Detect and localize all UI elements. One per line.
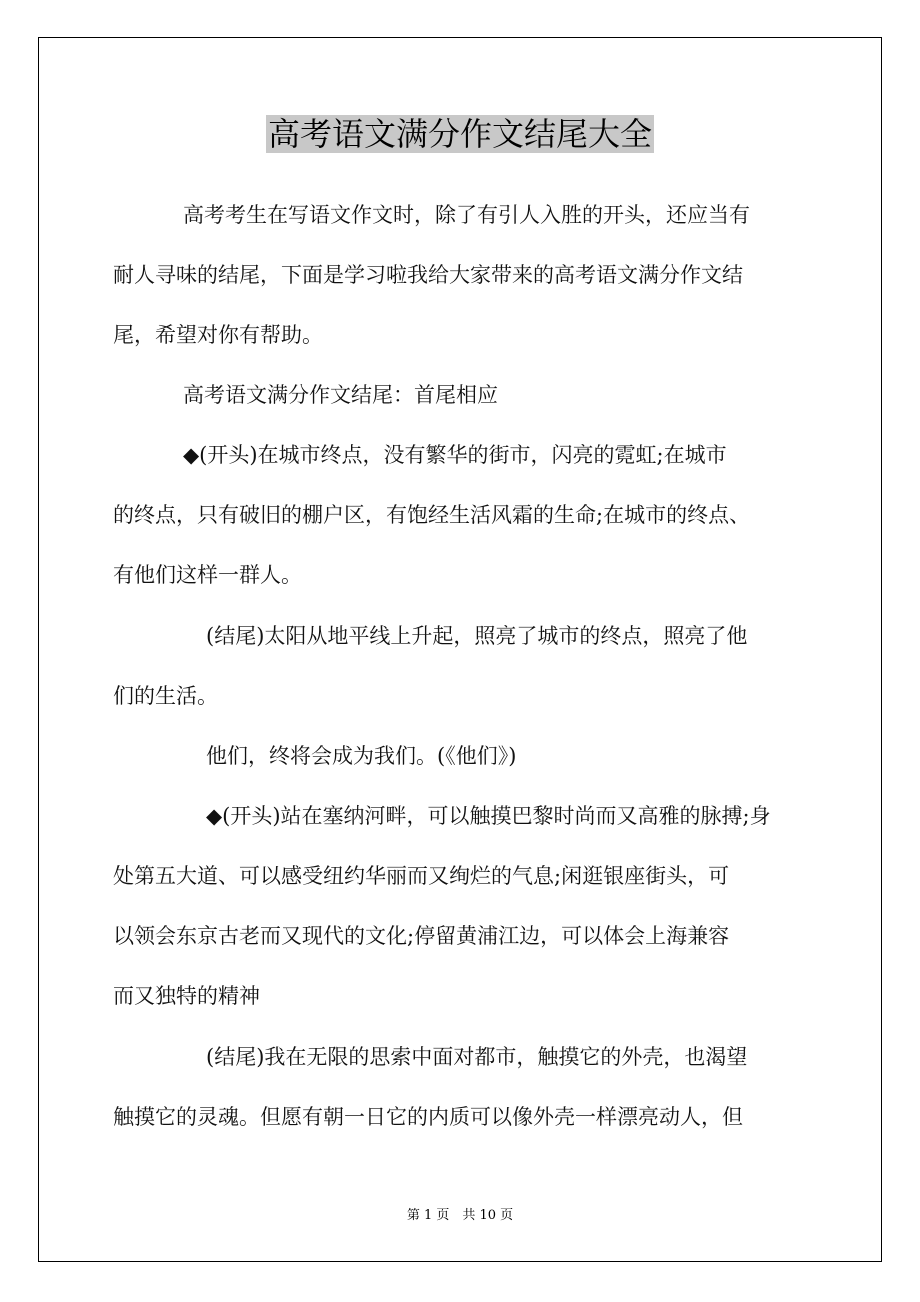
paragraph-line: 们的生活。	[113, 684, 218, 708]
paragraph-line: 尾，希望对你有帮助。	[113, 323, 323, 347]
paragraph-line: 处第五大道、可以感受纽约华丽而又绚烂的气息;闲逛银座街头，可	[113, 864, 730, 888]
paragraph-line: ◆(开头)在城市终点，没有繁华的街市，闪亮的霓虹;在城市	[183, 443, 727, 467]
paragraph-line: ◆(开头)站在塞纳河畔，可以触摸巴黎时尚而又高雅的脉搏;身	[206, 804, 771, 828]
paragraph-line: 而又独特的精神	[113, 984, 260, 1008]
paragraph-line: 有他们这样一群人。	[113, 563, 302, 587]
paragraph-line: 以领会东京古老而又现代的文化;停留黄浦江边，可以体会上海兼容	[113, 924, 730, 948]
paragraph-line: 触摸它的灵魂。但愿有朝一日它的内质可以像外壳一样漂亮动人，但	[113, 1105, 743, 1129]
paragraph-line: (结尾)我在无限的思索中面对都市，触摸它的外壳，也渴望	[206, 1045, 748, 1069]
section-heading: 高考语文满分作文结尾：首尾相应	[183, 383, 498, 407]
paragraph-line: 他们，终将会成为我们。(《他们》)	[206, 744, 517, 768]
paragraph-line: 高考考生在写语文作文时，除了有引人入胜的开头，还应当有	[183, 203, 750, 227]
paragraph-line: 的终点，只有破旧的棚户区，有饱经生活风霜的生命;在城市的终点、	[113, 503, 751, 527]
paragraph-line: (结尾)太阳从地平线上升起，照亮了城市的终点，照亮了他	[206, 624, 748, 648]
document-title: 高考语文满分作文结尾大全	[267, 115, 652, 153]
paragraph-line: 耐人寻味的结尾，下面是学习啦我给大家带来的高考语文满分作文结	[113, 263, 743, 287]
page-footer: 第 1 页 共 10 页	[406, 1208, 514, 1223]
